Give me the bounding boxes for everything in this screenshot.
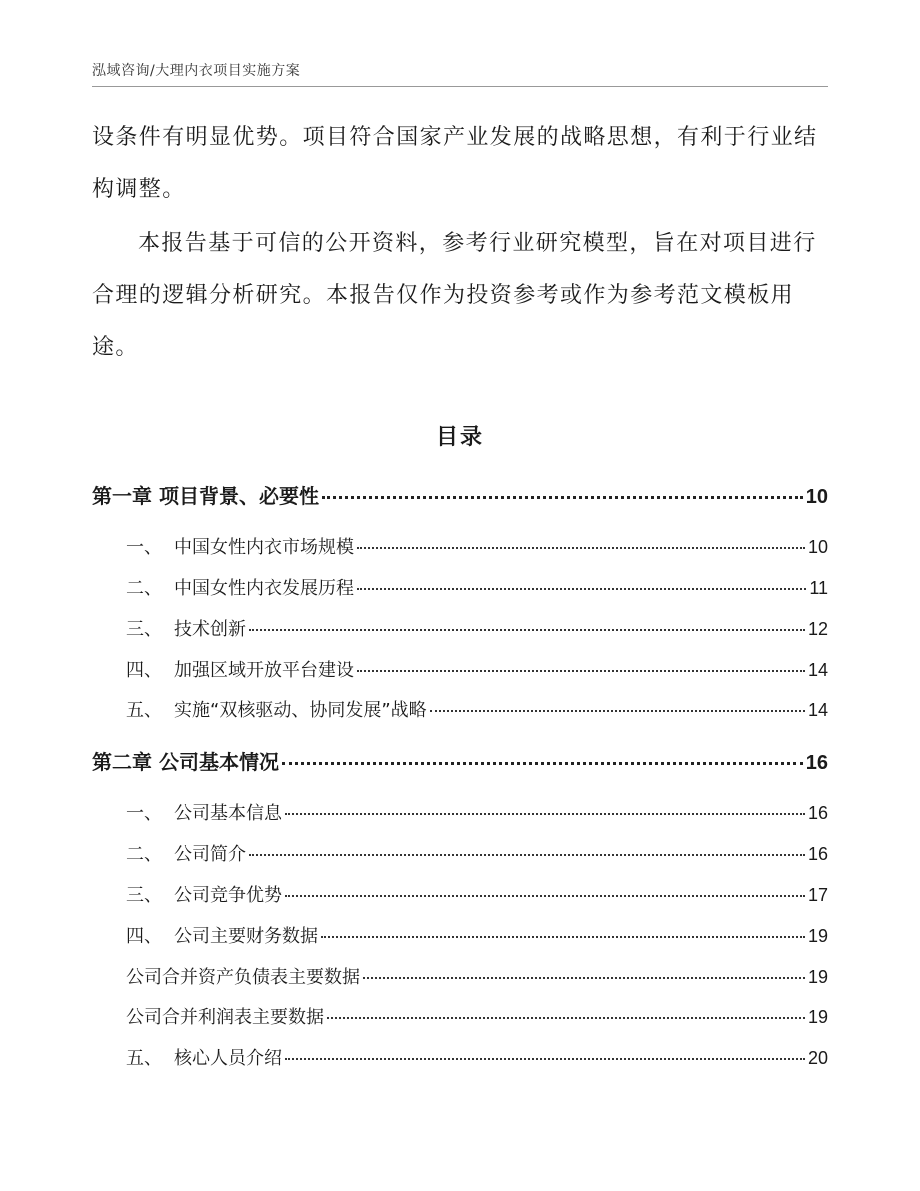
toc-entry-text: 中国女性内衣市场规模 [174,537,354,558]
toc-entry-text: 公司主要财务数据 [174,926,318,947]
toc-dot-leader [363,977,805,979]
toc-entry-number: 五、 [126,700,162,721]
toc-entry-text: 公司合并资产负债表主要数据 [126,967,360,988]
toc-page-number: 10 [805,486,828,508]
toc-dot-leader [321,936,805,938]
toc-entry-label [92,615,246,641]
toc-entry-label [92,963,360,989]
toc-page-number: 16 [805,752,828,774]
toc-entry-number: 一、 [126,537,162,558]
toc-entry-text: 核心人员介绍 [174,1048,282,1069]
toc-entry-label [92,881,282,907]
toc-section-entry[interactable] [92,881,828,907]
toc-dot-leader [285,813,805,815]
toc-entry-number: 三、 [126,885,162,906]
toc-page-number: 12 [807,619,828,639]
toc-entry-text: 第二章 公司基本情况 [92,750,279,774]
body-paragraph-2: 本报告基于可信的公开资料，参考行业研究模型，旨在对项目进行合理的逻辑分析研究。本报告仅作为投资参考或作为参考范文模板用途。 [92,231,817,360]
toc-entry-label [92,1003,324,1029]
toc-entry-text: 公司简介 [174,844,246,865]
toc-section-entry[interactable] [92,840,828,866]
toc-section-entry[interactable] [92,533,828,559]
toc-title: 目录 [435,425,484,450]
toc-dot-leader [249,629,805,631]
toc-page-number: 14 [807,660,828,680]
toc-page-number: 17 [807,885,828,905]
toc-entry-label [92,480,319,509]
running-header: 泓域咨询/大理内衣项目实施方案 [92,63,301,79]
toc-section-entry[interactable] [92,574,828,600]
toc-section-entry[interactable] [92,615,828,641]
toc-dot-leader [357,670,805,672]
toc-entry-number: 三、 [126,619,162,640]
toc-entry-text: 公司基本信息 [174,803,282,824]
toc-section-entry[interactable] [92,1003,828,1029]
toc-dot-leader [357,588,806,590]
toc-chapter-entry[interactable] [92,480,828,509]
toc-section-entry[interactable] [92,656,828,682]
toc-entry-label [92,922,318,948]
toc-entry-text: 公司竞争优势 [174,885,282,906]
toc-entry-text: 技术创新 [174,619,246,640]
body-paragraph-1: 设条件有明显优势。项目符合国家产业发展的战略思想，有利于行业结构调整。 [92,125,818,202]
toc-chapter-entry[interactable] [92,746,828,775]
toc-page-number: 10 [807,537,828,557]
toc-dot-leader [327,1017,805,1019]
toc-section-entry[interactable] [92,696,828,722]
toc-page-number: 19 [807,926,828,946]
toc-page-number: 16 [807,844,828,864]
toc-entry-label [92,533,354,559]
toc-dot-leader [282,762,803,765]
toc-entry-text: 实施“双核驱动、协同发展”战略 [174,700,427,721]
toc-entry-number: 一、 [126,803,162,824]
toc-entry-label [92,1044,282,1070]
toc-entry-label [92,746,279,775]
toc-entry-text: 中国女性内衣发展历程 [174,578,354,599]
toc-section-entry[interactable] [92,799,828,825]
toc-entry-label [92,656,354,682]
toc-section-entry[interactable] [92,963,828,989]
toc-dot-leader [249,854,805,856]
toc-dot-leader [285,895,805,897]
header-divider [92,86,828,87]
toc-section-entry[interactable] [92,922,828,948]
toc-page-number: 20 [807,1048,828,1068]
toc-entry-number: 四、 [126,660,162,681]
toc-dot-leader [357,547,805,549]
toc-entry-text: 加强区域开放平台建设 [174,660,354,681]
toc-entry-text: 公司合并利润表主要数据 [126,1007,324,1028]
toc-page-number: 19 [807,1007,828,1027]
toc-section-entry[interactable] [92,1044,828,1070]
toc-entry-number: 五、 [126,1048,162,1069]
toc-entry-label [92,696,427,722]
toc-entry-text: 第一章 项目背景、必要性 [92,484,319,508]
toc-entry-number: 二、 [126,844,162,865]
toc-entry-number: 二、 [126,578,162,599]
toc-page-number: 11 [809,578,828,598]
toc-entry-label [92,799,282,825]
toc-page-number: 16 [807,803,828,823]
toc-entry-label [92,574,354,600]
toc-entry-label [92,840,246,866]
toc-dot-leader [322,496,803,499]
toc-entry-number: 四、 [126,926,162,947]
toc-dot-leader [285,1058,805,1060]
toc-page-number: 14 [807,700,828,720]
toc-page-number: 19 [807,967,828,987]
toc-dot-leader [430,710,805,712]
